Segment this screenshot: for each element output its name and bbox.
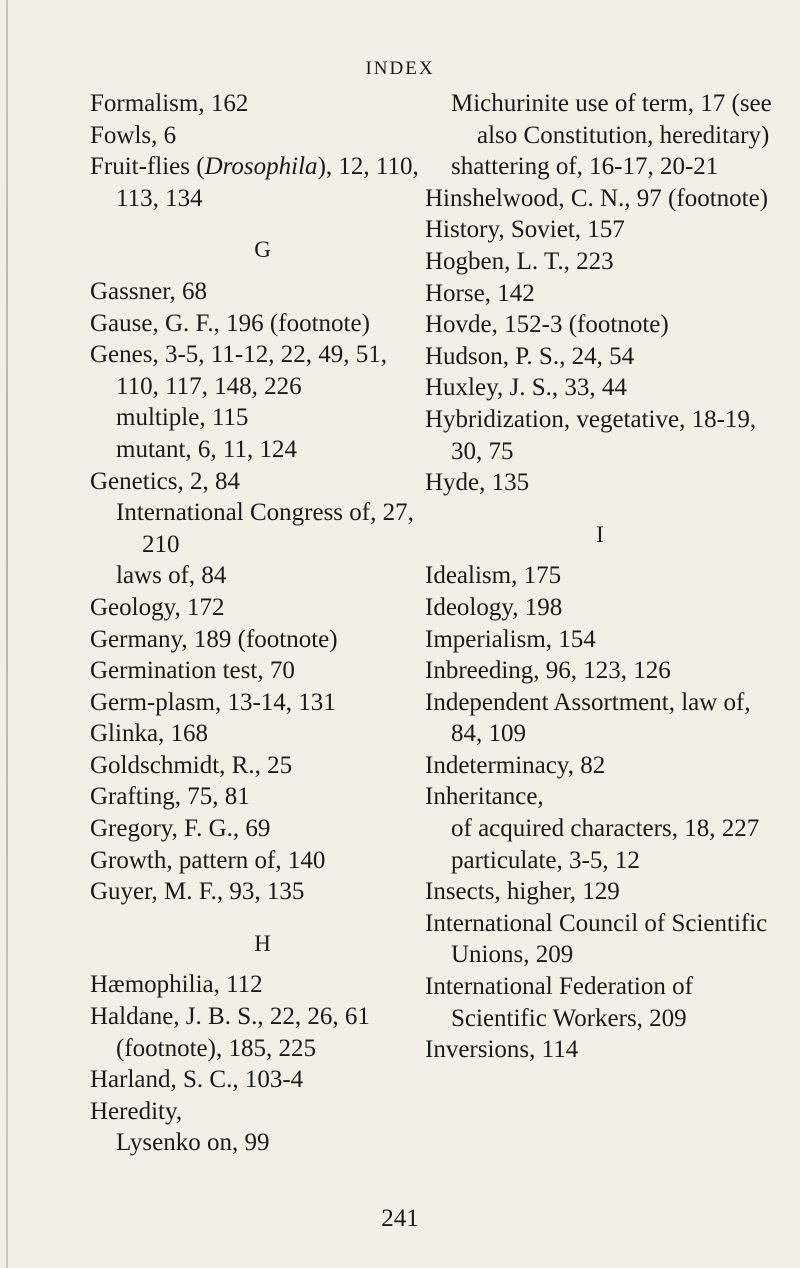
index-entry: Fowls, 6 <box>90 121 177 149</box>
index-entry <box>90 151 435 214</box>
index-entry: Germany, 189 (footnote) <box>90 625 338 653</box>
index-subentry: particulate, 3-5, 12 <box>451 846 640 874</box>
index-entry: Formalism, 162 <box>90 90 249 117</box>
index-entry: International Federation of Scientific Workers, 209 <box>425 973 693 1032</box>
index-entry: Gassner, 68 <box>90 277 208 305</box>
index-column-left <box>90 88 435 1159</box>
index-entry: Huxley, J. S., 33, 44 <box>425 374 627 402</box>
index-entry: Hæmophilia, 112 <box>90 971 263 999</box>
index-entry: Inheritance, <box>425 783 544 811</box>
index-entry: Ideology, 198 <box>425 593 563 621</box>
index-entry: Indeterminacy, 82 <box>425 751 606 779</box>
index-subentry: mutant, 6, 11, 124 <box>116 435 298 463</box>
index-entry: International Council of Scientific Unions, 209 <box>425 909 768 969</box>
index-subentry: shattering of, 16-17, 20-21 <box>451 153 719 181</box>
index-subentry: multiple, 115 <box>116 404 249 432</box>
index-entry: Idealism, 175 <box>425 562 562 590</box>
index-entry: Heredity, <box>90 1097 183 1125</box>
index-column-right <box>425 88 775 1066</box>
section-letter: G <box>254 237 271 263</box>
index-entry: Genes, 3-5, 11-12, 22, 49, 51, 110, 117, 148, 226 <box>90 341 387 400</box>
index-entry: Inbreeding, 96, 123, 126 <box>425 657 671 685</box>
index-entry: Horse, 142 <box>425 279 535 307</box>
index-subentry: International Congress of, 27, 210 <box>116 499 414 558</box>
index-entry: Geology, 172 <box>90 593 225 621</box>
index-entry: Grafting, 75, 81 <box>90 783 250 811</box>
index-entry: Hogben, L. T., 223 <box>425 247 614 275</box>
index-entry: Hudson, P. S., 24, 54 <box>425 342 635 370</box>
index-entry: Hinshelwood, C. N., 97 (footnote) <box>425 184 769 212</box>
index-subentry: laws of, 84 <box>116 562 227 590</box>
page-number: 241 <box>381 1205 419 1232</box>
index-entry: Imperialism, 154 <box>425 625 596 653</box>
index-entry: Growth, pattern of, 140 <box>90 846 326 874</box>
index-subentry: of acquired characters, 18, 227 <box>451 815 760 843</box>
index-entry: Inversions, 114 <box>425 1036 579 1064</box>
index-entry: Gregory, F. G., 69 <box>90 815 271 843</box>
index-entry: Independent Assortment, law of, 84, 109 <box>425 688 751 748</box>
running-head: INDEX <box>365 58 435 79</box>
index-entry: History, Soviet, 157 <box>425 216 625 244</box>
index-entry: Guyer, M. F., 93, 135 <box>90 878 305 906</box>
index-entry: Hyde, 135 <box>425 469 530 497</box>
index-entry: Harland, S. C., 103-4 <box>90 1066 304 1094</box>
index-entry: Insects, higher, 129 <box>425 878 620 906</box>
index-entry: Hybridization, vegetative, 18-19, 30, 75 <box>425 405 757 465</box>
index-subentry: Lysenko on, 99 <box>116 1129 270 1157</box>
page-binding-edge <box>6 0 8 1268</box>
section-letter: H <box>254 930 271 956</box>
index-entry: Hovde, 152-3 (footnote) <box>425 311 669 339</box>
index-entry: Genetics, 2, 84 <box>90 467 240 495</box>
index-entry: Gause, G. F., 196 (footnote) <box>90 309 370 337</box>
entry-italic-term: Drosophila <box>204 153 318 181</box>
section-letter: I <box>596 521 604 547</box>
index-entry: Germination test, 70 <box>90 657 295 685</box>
index-entry: Germ-plasm, 13-14, 131 <box>90 688 336 716</box>
entry-text: Fruit-flies ( <box>90 153 205 181</box>
index-entry: Glinka, 168 <box>90 720 209 748</box>
index-entry: Haldane, J. B. S., 22, 26, 61 (footnote), 185, 225 <box>90 1003 370 1062</box>
index-entry: Goldschmidt, R., 25 <box>90 751 293 779</box>
index-subentry: Michurinite use of term, 17 (see also Constitution, hereditary) <box>451 90 772 149</box>
entry-text: ), 12, 110, 113, 134 <box>116 153 419 212</box>
